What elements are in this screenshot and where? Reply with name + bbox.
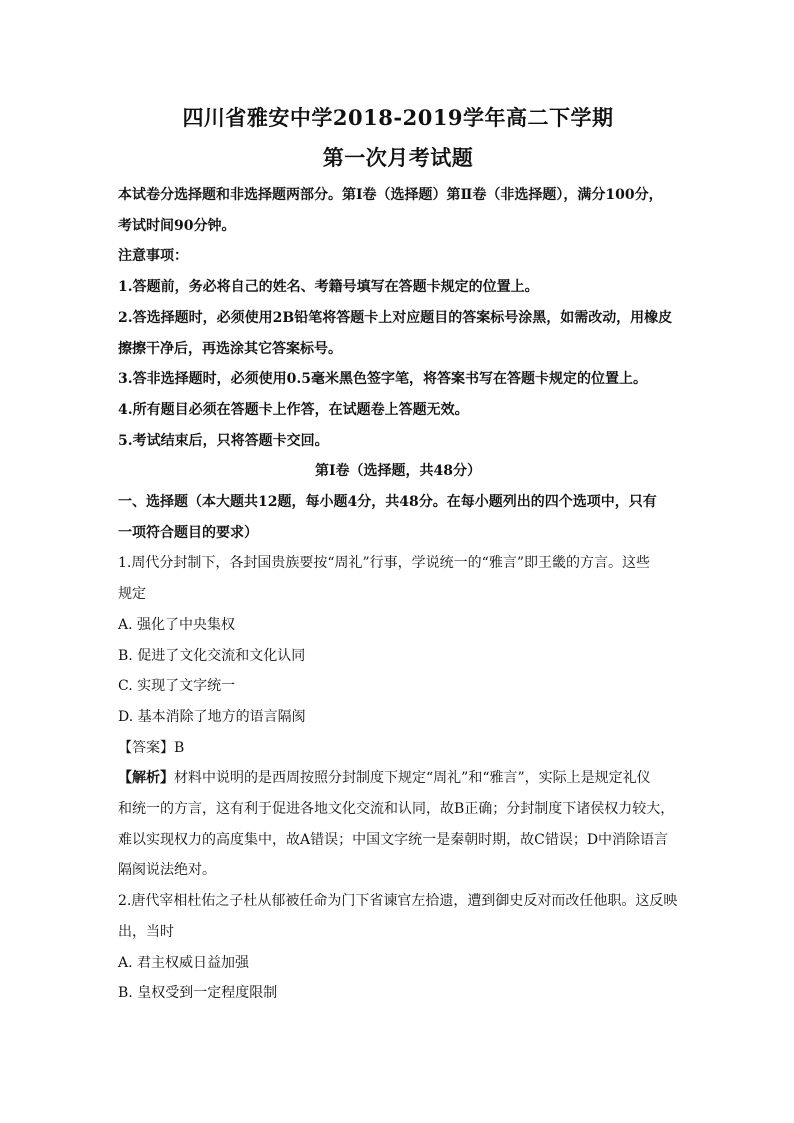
analysis-label: 【解析】 bbox=[118, 770, 174, 787]
analysis-text: 隔阂说法绝对。 bbox=[118, 862, 216, 879]
analysis-text: 难以实现权力的高度集中，故A错误；中国文字统一是秦朝时期，故C错误；D中消除语言 bbox=[118, 831, 669, 848]
answer: 【答案】B bbox=[118, 739, 185, 756]
question-stem: 2.唐代宰相杜佑之子杜从郁被任命为门下省谏官左拾遗，遭到御史反对而改任他职。这反映 bbox=[118, 893, 678, 910]
option-b: B. 皇权受到一定程度限制 bbox=[118, 985, 278, 1002]
note-item: 3.答非选择题时，必须使用0.5毫米黑色签字笔，将答案书写在答题卡规定的位置上。 bbox=[118, 371, 647, 388]
question-stem: 出，当时 bbox=[118, 923, 174, 940]
question-stem: 1.周代分封制下，各封国贵族要按“周礼”行事，学说统一的“雅言”即王畿的方言。这些 bbox=[118, 555, 650, 572]
exam-title: 四川省雅安中学2018-2019学年高二下学期 bbox=[182, 105, 614, 130]
note-item: 2.答选择题时，必须使用2B铅笔将答题卡上对应题目的答案标号涂黑，如需改动，用橡皮 bbox=[118, 309, 673, 326]
exam-page bbox=[118, 100, 678, 1009]
note-item: 1.答题前，务必将自己的姓名、考籍号填写在答题卡规定的位置上。 bbox=[118, 279, 539, 296]
analysis bbox=[118, 763, 678, 794]
option-b: B. 促进了文化交流和文化认同 bbox=[118, 647, 306, 664]
option-a: A. 强化了中央集权 bbox=[118, 616, 236, 633]
intro-line: 本试卷分选择题和非选择题两部分。第Ⅰ卷（选择题）第Ⅱ卷（非选择题），满分100分， bbox=[118, 187, 663, 203]
exam-subtitle: 第一次月考试题 bbox=[322, 145, 474, 170]
analysis-text: 材料中说明的是西周按照分封制度下规定“周礼”和“雅言”，实际上是规定礼仪 bbox=[174, 770, 651, 787]
part-instructions: 一、选择题（本大题共12题，每小题4分，共48分。在每小题列出的四个选项中，只有 bbox=[118, 494, 657, 511]
intro-line: 考试时间90分钟。 bbox=[118, 217, 236, 234]
note-item: 5.考试结束后，只将答题卡交回。 bbox=[118, 432, 329, 449]
notes-heading: 注意事项： bbox=[118, 248, 188, 265]
option-c: C. 实现了文字统一 bbox=[118, 678, 236, 695]
part-instructions: 一项符合题目的要求） bbox=[118, 524, 258, 541]
question-stem: 规定 bbox=[118, 586, 146, 603]
option-d: D. 基本消除了地方的语言隔阂 bbox=[118, 708, 306, 725]
note-item: 擦擦干净后，再选涂其它答案标号。 bbox=[118, 340, 342, 357]
section-heading: 第Ⅰ卷（选择题，共48分） bbox=[314, 463, 482, 480]
note-item: 4.所有题目必须在答题卡上作答，在试题卷上答题无效。 bbox=[118, 401, 469, 418]
analysis-text: 和统一的方言，这有利于促进各地文化交流和认同，故B正确；分封制度下诸侯权力较大， bbox=[118, 801, 675, 818]
option-a: A. 君主权威日益加强 bbox=[118, 954, 250, 971]
